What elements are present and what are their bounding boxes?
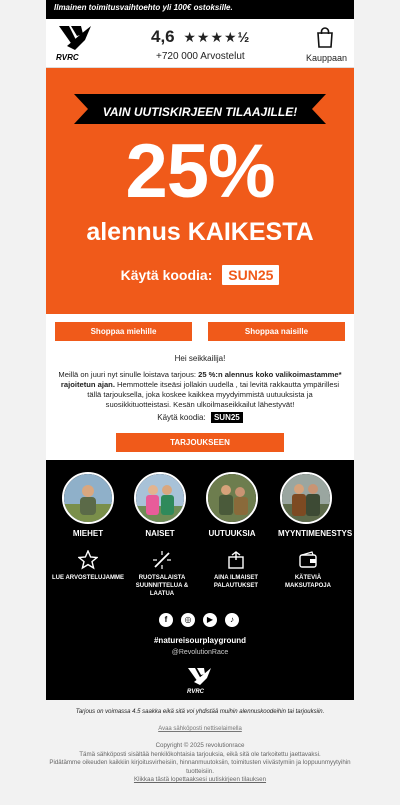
offer-highlight: 25 %:n alennus koko valikoimastamme* rajoitetun ajan.	[60, 370, 342, 389]
men-photo-icon[interactable]	[62, 472, 114, 524]
facebook-icon[interactable]: f	[159, 613, 173, 627]
code-line	[46, 413, 354, 422]
tiktok-icon[interactable]: ♪	[225, 613, 239, 627]
hero-code-prompt: Käytä koodia:	[120, 267, 213, 283]
subscribers-only-text: VAIN UUTISKIRJEEN TILAAJILLE!	[102, 105, 298, 119]
footer-logo-text: RVRC	[187, 689, 205, 695]
usp-payments-label: KÄTEVIÄ MAKSUTAPOJA	[285, 575, 331, 589]
offer-content	[46, 314, 354, 460]
footer-navigation	[46, 460, 354, 700]
offer-terms: Tarjous on voimassa 4.5 saakka eikä sitä voi yhdistää muihin alennuskoodeihin tai tarjouksiin.	[75, 709, 325, 715]
disclaimer-text: Pidätämme oikeuden kaikkiin kirjoitusvirheisiin, hinnanmuutoksiin, toimitusten viivästymiin ja loppuunmyytyihin tuotteisiin.	[49, 759, 351, 775]
discount-subtitle: alennus KAIKESTA	[86, 218, 314, 246]
usp-reviews[interactable]	[52, 550, 124, 582]
review-count: +720 000 Arvostelut	[156, 51, 245, 62]
women-photo-icon[interactable]	[134, 472, 186, 524]
star-icon	[78, 550, 98, 570]
category-new[interactable]	[204, 472, 260, 538]
bestsellers-photo-icon[interactable]	[280, 472, 332, 524]
free-shipping-banner	[46, 0, 354, 19]
category-new-label[interactable]: UUTUUKSIA	[208, 529, 256, 538]
shop-women-button[interactable]: Shoppaa naisille	[208, 322, 345, 341]
usp-returns-label: AINA ILMAISET PALAUTUKSET	[213, 575, 259, 589]
return-box-icon	[226, 550, 246, 570]
rating-value: 4,6	[151, 27, 175, 46]
social-handle: @RevolutionRace	[171, 649, 229, 656]
instagram-icon[interactable]: ◎	[181, 613, 195, 627]
footer-rvrc-logo[interactable]	[184, 667, 216, 695]
hero-discount-code: SUN25	[222, 265, 279, 285]
copyright-text: Copyright © 2025 revolutionrace	[155, 742, 245, 749]
hashtag: #natureisourplayground	[153, 636, 246, 645]
rating-summary	[151, 27, 250, 47]
usp-returns	[200, 550, 272, 590]
category-bestsellers[interactable]	[278, 472, 353, 538]
youtube-icon[interactable]: ▶	[203, 613, 217, 627]
shop-link[interactable]: Kauppaan	[306, 53, 348, 63]
category-men-label[interactable]: MIEHET	[72, 529, 104, 538]
category-bestsellers-label[interactable]: MYYNTIMENESTYS	[278, 529, 353, 538]
usp-design-label: RUOTSALAISTA SUUNNITTELUA & LAATUA	[135, 575, 189, 597]
category-women[interactable]	[132, 472, 188, 538]
wallet-icon	[298, 550, 318, 570]
category-men[interactable]	[60, 472, 116, 538]
discount-percent: 25%	[125, 129, 275, 214]
code-prompt: Käytä koodia:	[157, 413, 206, 422]
usp-reviews-label[interactable]: LUE ARVOSTELUJAMME	[52, 575, 125, 581]
promo-hero[interactable]	[46, 68, 354, 314]
personal-offer-note: Tämä sähköposti sisältää henkilökohtaisia tarjouksia, eikä sitä ole tarkoitettu jaettavaksi.	[79, 750, 321, 758]
greeting: Hei seikkailija!	[174, 354, 226, 363]
view-in-browser-link[interactable]: Avaa sähköposti nettiselaimella	[158, 726, 242, 732]
discount-code: SUN25	[211, 412, 243, 423]
rvrc-logo[interactable]	[53, 24, 97, 64]
category-women-label[interactable]: NAISET	[145, 529, 175, 538]
free-shipping-text: Ilmainen toimitusvaihtoehto yli 100€ ostoksille.	[54, 3, 233, 12]
shopping-bag-icon[interactable]	[316, 27, 334, 48]
rating-stars-icon: ★★★★½	[183, 29, 251, 45]
email-header	[46, 19, 354, 68]
usp-payments	[272, 550, 344, 590]
compass-icon	[152, 550, 172, 570]
usp-design	[126, 550, 198, 598]
new-arrivals-photo-icon[interactable]	[206, 472, 258, 524]
unsubscribe-link[interactable]: Klikkaa tästä lopettaaksesi uutiskirjeen tilauksen	[133, 776, 267, 783]
offer-description: Meillä on juuri nyt sinulle loistava tarjous: 25 %:n alennus koko valikoimastamme* rajoitetun ajan. Hemmottele itseäsi jollakin uudella , tai levitä rakkautta ympärillesi tällä tarjouksella, joka koskee kaikkea myydyimmistä uutuuksista ja suosikkituotteistasi. Kesän ulkoilmaseikkailut lähestyvät!	[58, 370, 342, 409]
offers-button[interactable]: TARJOUKSEEN	[116, 433, 284, 452]
logo-text: RVRC	[56, 53, 79, 62]
legal-footer	[46, 742, 354, 785]
hero-code-row	[46, 265, 354, 285]
shop-men-button[interactable]: Shoppaa miehille	[55, 322, 192, 341]
